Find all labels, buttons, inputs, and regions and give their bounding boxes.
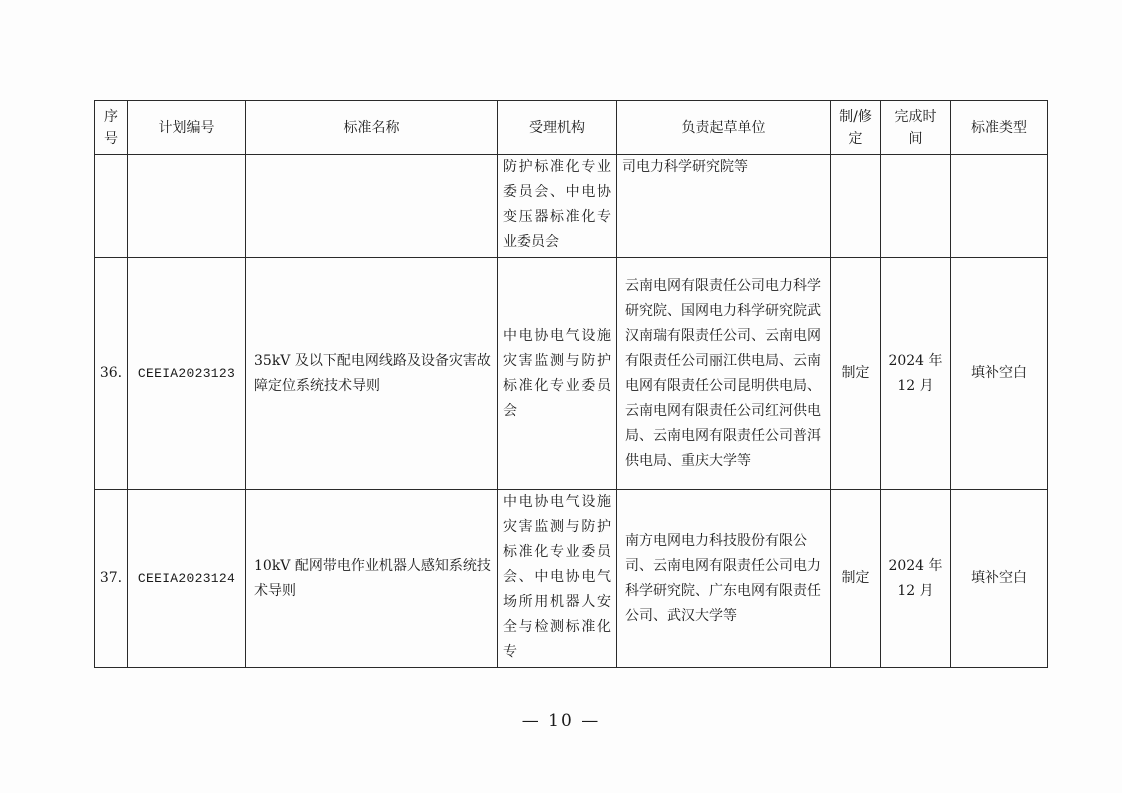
- cell-org: 中电协电气设施灾害监测与防护标准化专业委员会、中电协电气场所用机器人安全与检测标准化专: [498, 490, 617, 668]
- header-seq: 序号: [95, 101, 128, 155]
- cell-finish: [881, 258, 951, 490]
- cell-plan-no: [128, 155, 246, 258]
- cell-plan-no: CEEIA2023123: [128, 258, 246, 490]
- table-row: [95, 258, 1048, 490]
- header-std-name: 标准名称: [246, 101, 498, 155]
- cell-std-type: 填补空白: [951, 490, 1048, 668]
- finish-month: 12 月: [897, 582, 934, 599]
- finish-year: 2024 年: [888, 557, 943, 574]
- finish-month: 12 月: [897, 377, 934, 394]
- finish-year: 2024 年: [888, 352, 943, 369]
- cell-seq: 37.: [95, 490, 128, 668]
- cell-finish: [881, 490, 951, 668]
- header-drafter: 负责起草单位: [617, 101, 831, 155]
- cell-plan-no: CEEIA2023124: [128, 490, 246, 668]
- cell-drafter: 司电力科学研究院等: [617, 155, 831, 258]
- cell-finish: [881, 155, 951, 258]
- cell-std-type: 填补空白: [951, 258, 1048, 490]
- header-plan-no: 计划编号: [128, 101, 246, 155]
- cell-seq: [95, 155, 128, 258]
- cell-org: 中电协电气设施灾害监测与防护标准化专业委员会: [498, 258, 617, 490]
- table-header-row: [95, 101, 1048, 155]
- cell-drafter: 南方电网电力科技股份有限公司、云南电网有限责任公司电力科学研究院、广东电网有限责任公司、武汉大学等: [617, 490, 831, 668]
- cell-std-type: [951, 155, 1048, 258]
- cell-drafter: 云南电网有限责任公司电力科学研究院、国网电力科学研究院武汉南瑞有限责任公司、云南电网有限责任公司丽江供电局、云南电网有限责任公司昆明供电局、云南电网有限责任公司红河供电局、云南电网有限责任公司普洱供电局、重庆大学等: [617, 258, 831, 490]
- cell-std-name: 10kV 配网带电作业机器人感知系统技术导则: [246, 490, 498, 668]
- cell-type-made: [831, 155, 881, 258]
- cell-type-made: 制定: [831, 490, 881, 668]
- header-finish: 完成时间: [881, 101, 951, 155]
- page-number: — 10 —: [521, 711, 601, 731]
- table-row: [95, 490, 1048, 668]
- header-type-made: 制/修定: [831, 101, 881, 155]
- cell-type-made: 制定: [831, 258, 881, 490]
- cell-seq: 36.: [95, 258, 128, 490]
- cell-std-name: 35kV 及以下配电网线路及设备灾害故障定位系统技术导则: [246, 258, 498, 490]
- cell-std-name: [246, 155, 498, 258]
- table-row: [95, 155, 1048, 258]
- cell-org: 防护标准化专业委员会、中电协变压器标准化专业委员会: [498, 155, 617, 258]
- standards-plan-table: [94, 100, 1048, 668]
- header-org: 受理机构: [498, 101, 617, 155]
- header-std-type: 标准类型: [951, 101, 1048, 155]
